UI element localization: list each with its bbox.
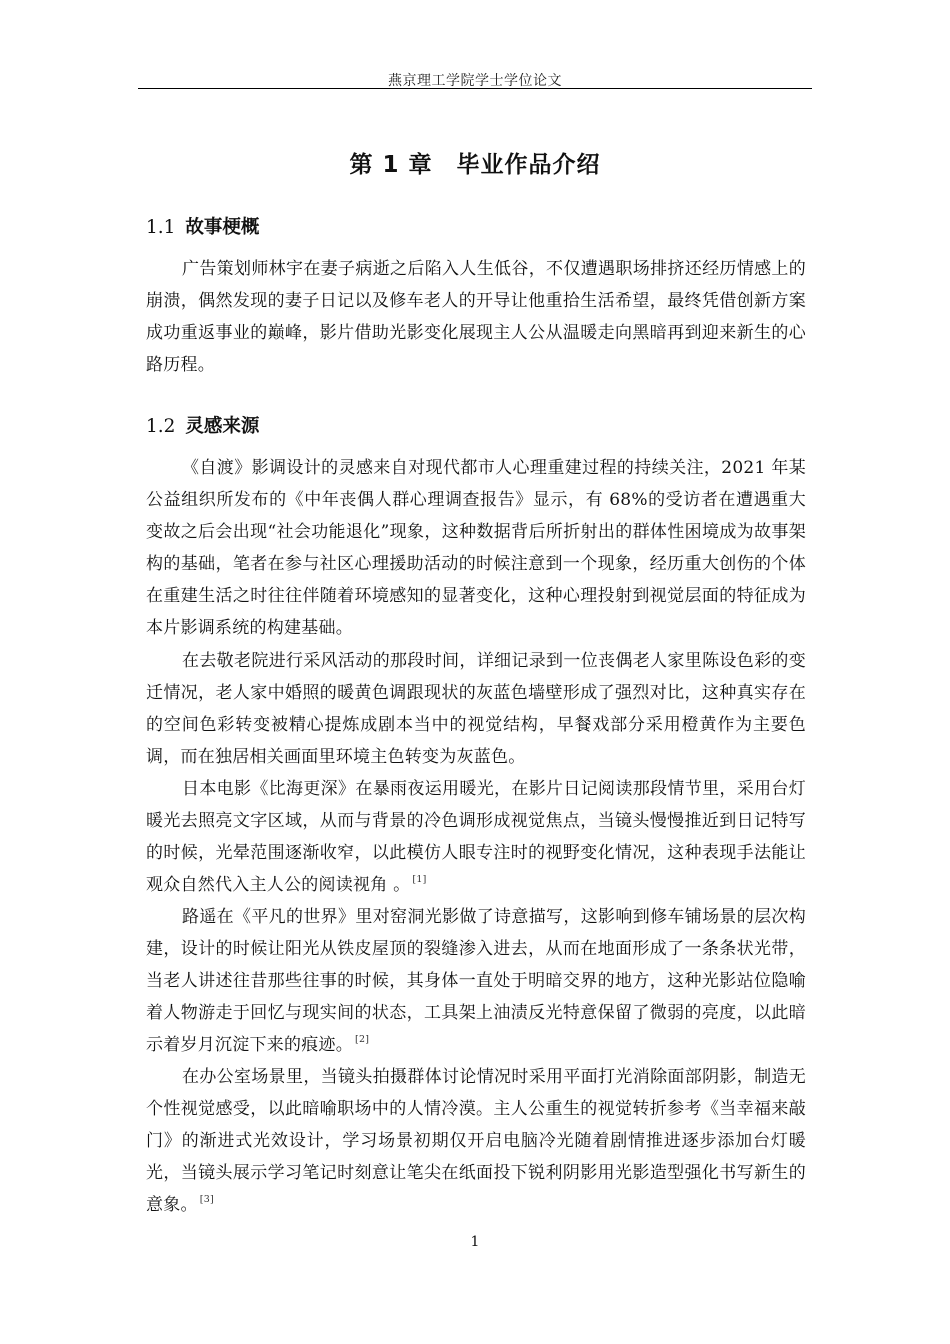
section-title-text: 灵感来源 xyxy=(185,416,260,437)
paragraph-text: 在去敬老院进行采风活动的那段时间，详细记录到一位丧偶老人家里陈设色彩的变迁情况，老人家中婚照的暖黄色调跟现状的灰蓝色墙壁形成了强烈对比，这种真实存在的空间色彩转变被精心提炼成剧本当中的视觉结构，早餐戏部分采用橙黄作为主要色调，而在独居相关画面里环境主色转变为灰蓝色。 xyxy=(146,651,806,767)
running-header: 燕京理工学院学士学位论文 xyxy=(388,73,562,89)
paragraph-inspiration-2 xyxy=(146,645,806,773)
chapter-title: 第 1 章 毕业作品介绍 xyxy=(349,152,601,178)
page-number: 1 xyxy=(470,1234,480,1250)
citation-marker: [1] xyxy=(412,874,427,885)
paragraph-inspiration-1 xyxy=(146,452,806,644)
paragraph-inspiration-4 xyxy=(146,901,806,1061)
paragraph-text: 《自渡》影调设计的灵感来自对现代都市人心理重建过程的持续关注，2021 年某公益组织所发布的《中年丧偶人群心理调查报告》显示，有 68%的受访者在遭遇重大变故之后会出现“社会功能退化”现象，这种数据背后所折射出的群体性困境成为故事架构的基础，笔者在参与社区心理援助活动的时候注意到一个现象，经历重大创伤的个体在重建生活之时往往伴随着环境感知的显著变化，这种心理投射到视觉层面的特征成为本片影调系统的构建基础。 xyxy=(146,458,806,638)
paragraph-text: 路遥在《平凡的世界》里对窑洞光影做了诗意描写，这影响到修车铺场景的层次构建，设计的时候让阳光从铁皮屋顶的裂缝渗入进去，从而在地面形成了一条条状光带，当老人讲述往昔那些往事的时候，其身体一直处于明暗交界的地方，这种光影站位隐喻着人物游走于回忆与现实间的状态，工具架上油渍反光特意保留了微弱的亮度，以此暗示着岁月沉淀下来的痕迹。 xyxy=(146,907,806,1055)
section-heading-1-1 xyxy=(146,213,259,239)
section-number: 1.1 xyxy=(146,217,176,238)
paragraph-story-summary xyxy=(146,253,806,381)
paragraph-text: 日本电影《比海更深》在暴雨夜运用暖光，在影片日记阅读那段情节里，采用台灯暖光去照亮文字区域，从而与背景的冷色调形成视觉焦点，当镜头慢慢推近到日记特写的时候，光晕范围逐渐收窄，以此模仿人眼专注时的视野变化情况，这种表现手法能让观众自然代入主人公的阅读视角 。 xyxy=(146,779,806,895)
citation-marker: [2] xyxy=(355,1034,370,1045)
section-number: 1.2 xyxy=(146,416,176,437)
section-heading-1-2 xyxy=(146,412,259,438)
header-rule xyxy=(138,88,812,89)
paragraph-inspiration-3 xyxy=(146,773,806,901)
paragraph-inspiration-5 xyxy=(146,1061,806,1221)
paragraph-text: 广告策划师林宇在妻子病逝之后陷入人生低谷，不仅遭遇职场排挤还经历情感上的崩溃，偶然发现的妻子日记以及修车老人的开导让他重拾生活希望，最终凭借创新方案成功重返事业的巅峰，影片借助光影变化展现主人公从温暖走向黑暗再到迎来新生的心路历程。 xyxy=(146,259,806,375)
paragraph-text: 在办公室场景里，当镜头拍摄群体讨论情况时采用平面打光消除面部阴影，制造无个性视觉感受，以此暗喻职场中的人情冷漠。主人公重生的视觉转折参考《当幸福来敲门》的渐进式光效设计，学习场景初期仅开启电脑冷光随着剧情推进逐步添加台灯暖光，当镜头展示学习笔记时刻意让笔尖在纸面投下锐利阴影用光影造型强化书写新生的意象。 xyxy=(146,1067,806,1215)
citation-marker: [3] xyxy=(199,1194,214,1205)
section-title-text: 故事梗概 xyxy=(185,217,260,238)
